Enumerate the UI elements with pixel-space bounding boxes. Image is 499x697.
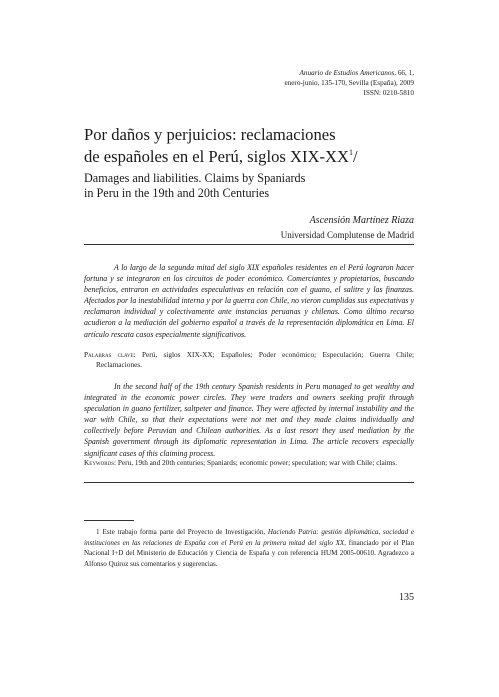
footnote-text-end: financiado por el Plan Nacional I+D del Ministerio de Educación y Ciencia de España y con referencia HUM 2005-00610. Agradezco a Alfonso Quiroz sus comentarios y sugerencias. [84,538,414,568]
keywords-english-label: Keywords: [84,458,117,467]
footnote-text-start: Este trabajo forma parte del Proyecto de Investigación, [102,528,268,536]
title-footnote-marker[interactable]: 1 [348,148,353,157]
footnote-project-title: Haciendo Patria: gestión diplomática, sociedad e instituciones en las relaciones de España con el Perú en la primera mitad del siglo XX, [84,528,414,547]
journal-volume: 66, 1, [396,69,414,77]
author-block [281,213,414,243]
title-block [84,126,424,201]
divider-top [84,244,414,245]
keywords-spanish-text: Perú, siglos XIX-XX; Españoles; Poder económico; Especulación; Guerra Chile; Reclamaciones. [96,350,414,369]
journal-ref-line-2: enero-junio, 135-170, Sevilla (España), 2009 [284,79,414,87]
keywords-english [84,458,414,468]
journal-reference [154,68,414,98]
journal-issn: ISSN: 0210-5810 [363,89,414,97]
footnote-separator [84,520,134,521]
title-spanish-line-1: Por daños y perjuicios: reclamaciones [84,125,336,144]
keywords-spanish [84,350,414,370]
journal-name: Anuario de Estudios Americanos, [299,69,397,77]
article-title-english [84,171,424,201]
author-affiliation: Universidad Complutense de Madrid [280,230,414,240]
title-trailing-slash: / [352,147,358,166]
footnote-1 [84,527,414,569]
abstract-spanish: A lo largo de la segunda mitad del siglo XIX españoles residentes en el Perú lograron hacer fortuna y se integraron en los circuitos de poder económico. Comerciantes y propietarios, buscando beneficios, entraron en actividades especulativas en relación con el guano, el salitre y las finanzas. Afectados por la inestabilidad interna y por la guerra con Chile, no vieron cumplidas sus expectativas y reclamaron individual y colectivamente ante instancias peruanas y chilenas. Como último recurso acudieron a la mediación del gobierno español a través de la representación diplomática en Lima. El artículo rescata casos especialmente significativos. [84,263,414,339]
author-name: Ascensión Martínez Riaza [309,215,414,226]
journal-ref-line-1 [154,68,414,78]
title-spanish-line-2: de españoles en el Perú, siglos XIX-XX [84,147,349,166]
abstract-english: In the second half of the 19th century Spanish residents in Peru managed to get wealthy and integrated in the economic power circles. They were traders and owners seeking profit through speculation in guano fertilizer, saltpeter and finance. They were affected by internal instability and the war with Chile, so that their expectations were not met and they made claims individually and collectively before Peruvian and Chilean authorities. As a last resort they used mediation by the Spanish government through its diplomatic representation in Lima. The article recovers especially significant cases of this claiming process. [84,382,414,458]
title-english-line-2: in Peru in the 19th and 20th Centuries [84,186,270,200]
footnote-marker: 1 [96,528,100,536]
keywords-english-text: Peru, 19th and 20th centuries; Spaniards; economic power; speculation; war with Chile; claims. [116,458,398,467]
divider-bottom [84,482,414,483]
page-number: 135 [399,592,414,603]
keywords-spanish-label: Palabras clave: [84,350,136,359]
article-title-spanish [84,126,424,166]
title-english-line-1: Damages and liabilities. Claims by Spaniards [84,171,306,185]
